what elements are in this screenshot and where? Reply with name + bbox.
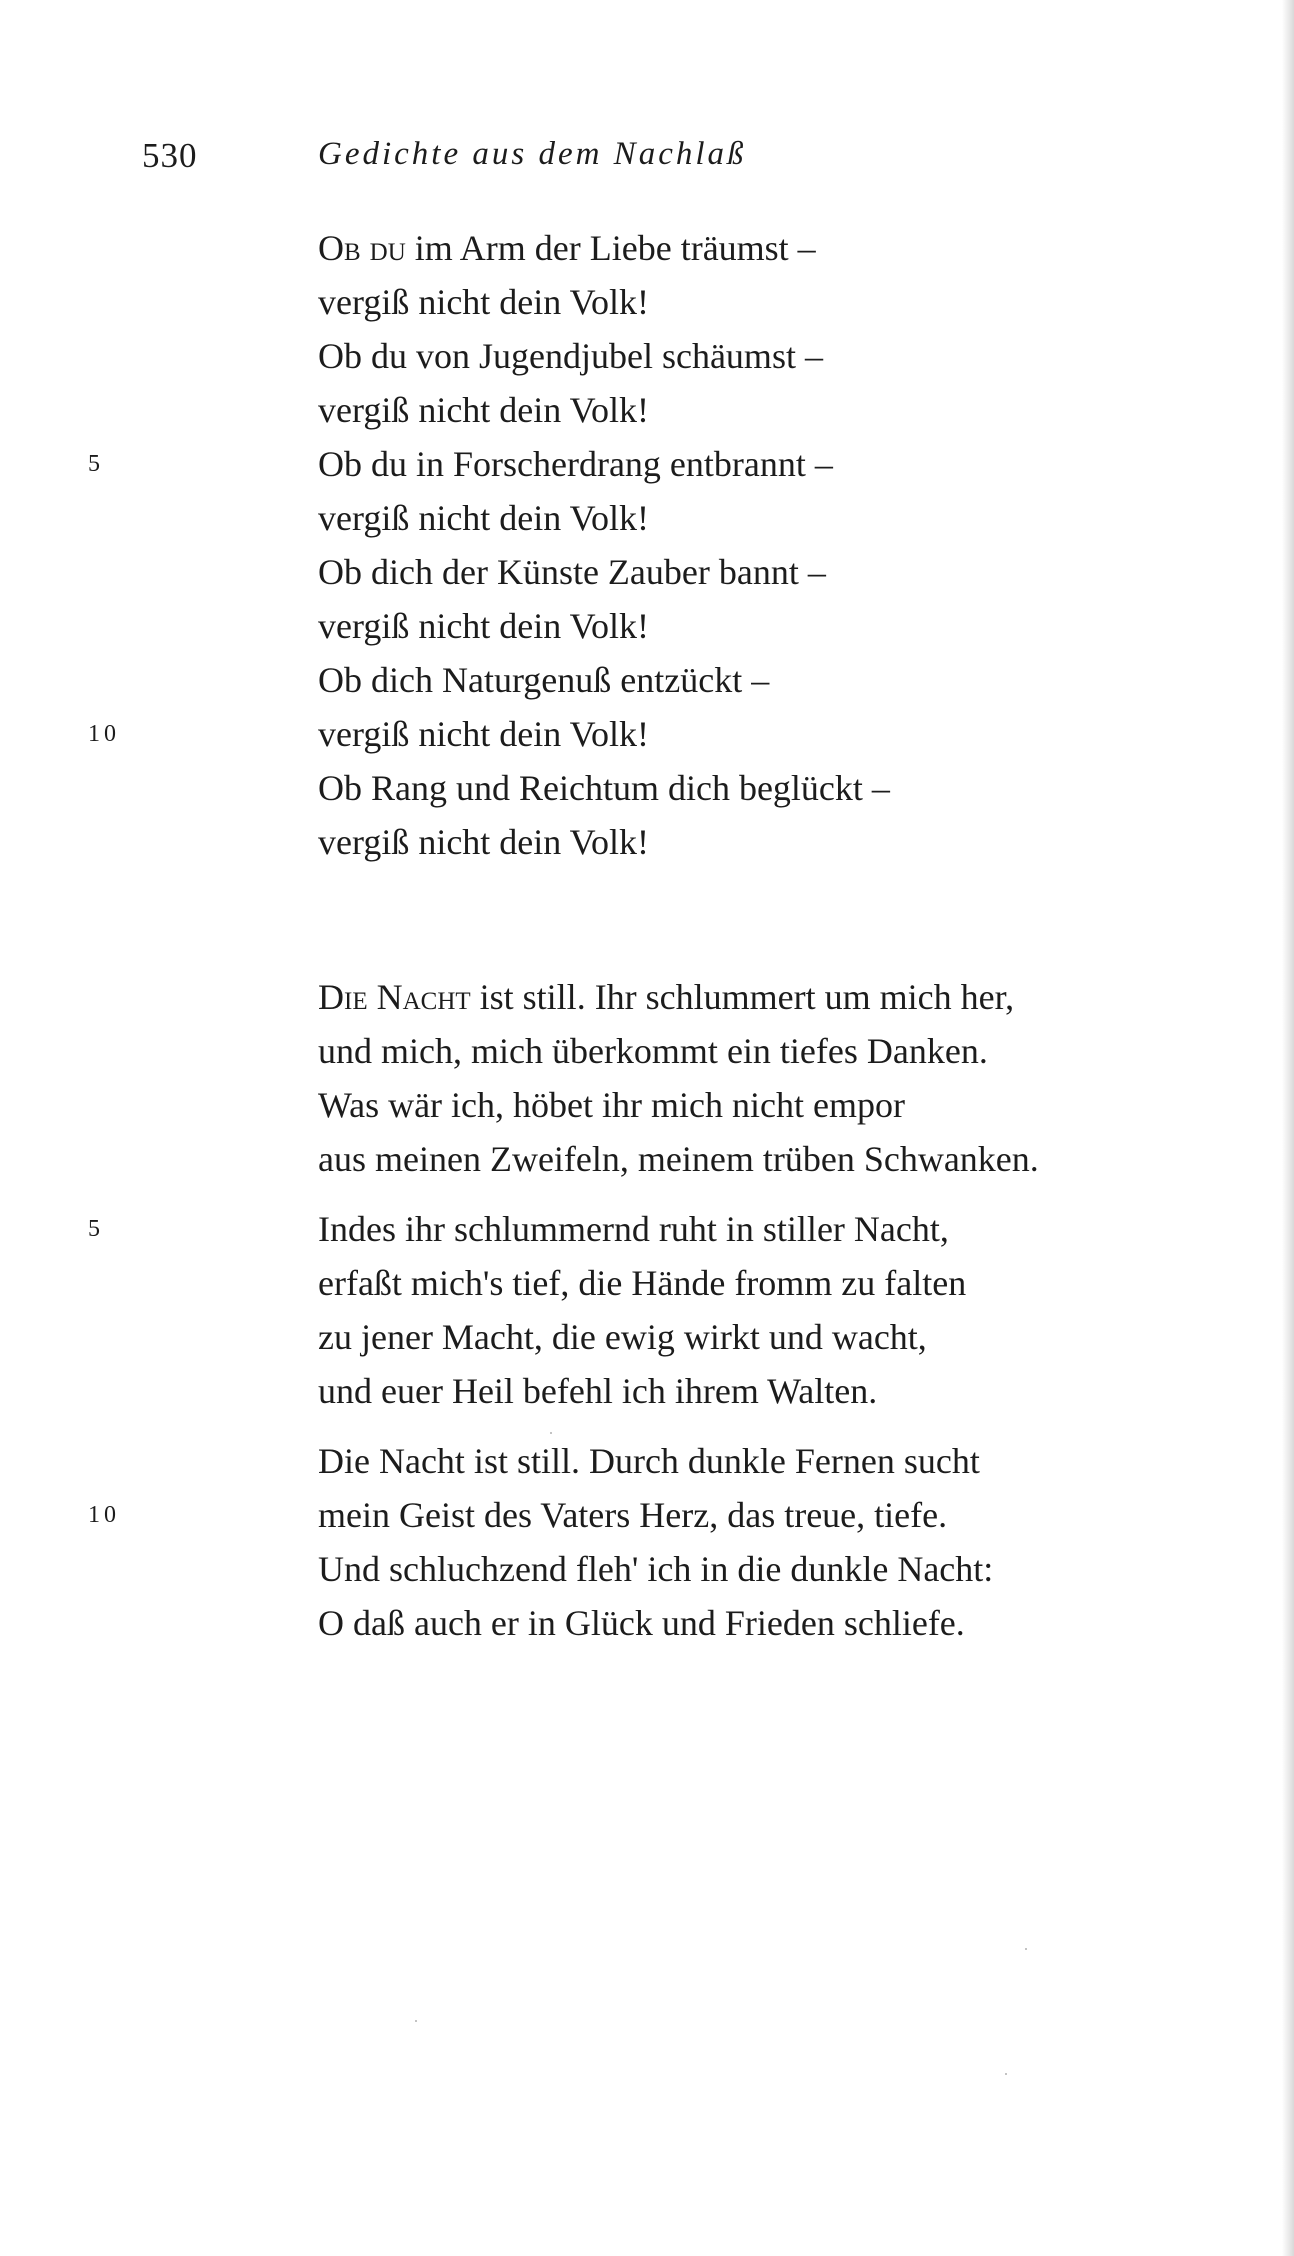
poem-line bbox=[0, 1488, 1294, 1542]
line-text-rest: ist still. Ihr schlummert um mich her, bbox=[470, 977, 1015, 1017]
poem-line bbox=[0, 275, 1294, 329]
paper-speck bbox=[1025, 1948, 1027, 1950]
line-text: Was wär ich, höbet ihr mich nicht empor bbox=[318, 1085, 905, 1125]
line-text: und mich, mich überkommt ein tiefes Danken. bbox=[318, 1031, 988, 1071]
stanza bbox=[0, 970, 1294, 1186]
poem-ob-du bbox=[0, 221, 1294, 869]
line-text: erfaßt mich's tief, die Hände fromm zu falten bbox=[318, 1263, 967, 1303]
poem-line bbox=[0, 761, 1294, 815]
line-text: Ob dich Naturgenuß entzückt – bbox=[318, 660, 770, 700]
line-text: Ob du von Jugendjubel schäumst – bbox=[318, 336, 823, 376]
poem-line bbox=[0, 815, 1294, 869]
poem-line bbox=[0, 653, 1294, 707]
line-text: Die Nacht ist still. Durch dunkle Fernen sucht bbox=[318, 1441, 980, 1481]
line-text: vergiß nicht dein Volk! bbox=[318, 606, 649, 646]
poem-line bbox=[0, 1256, 1294, 1310]
poem-line bbox=[0, 1078, 1294, 1132]
line-text: und euer Heil befehl ich ihrem Walten. bbox=[318, 1371, 878, 1411]
stanza-gap bbox=[0, 1418, 1294, 1434]
first-words-small-caps: Die Nacht bbox=[318, 977, 471, 1017]
line-text: O daß auch er in Glück und Frieden schliefe. bbox=[318, 1603, 965, 1643]
line-number: 5 bbox=[88, 1216, 104, 1242]
poem-line bbox=[0, 1596, 1294, 1650]
poem-line bbox=[0, 1202, 1294, 1256]
line-text: zu jener Macht, die ewig wirkt und wacht, bbox=[318, 1317, 927, 1357]
line-text: aus meinen Zweifeln, meinem trüben Schwanken. bbox=[318, 1139, 1039, 1179]
line-text: vergiß nicht dein Volk! bbox=[318, 282, 649, 322]
paper-speck bbox=[1005, 2073, 1007, 2075]
poem-line bbox=[0, 383, 1294, 437]
line-text-rest: im Arm der Liebe träumst – bbox=[405, 228, 816, 268]
line-text: Ob Rang und Reichtum dich beglückt – bbox=[318, 768, 890, 808]
line-text: mein Geist des Vaters Herz, das treue, tiefe. bbox=[318, 1495, 948, 1535]
line-text: vergiß nicht dein Volk! bbox=[318, 390, 649, 430]
line-number: 10 bbox=[88, 1502, 120, 1528]
stanza bbox=[0, 1434, 1294, 1650]
poem-die-nacht bbox=[0, 970, 1294, 1650]
poem-line bbox=[0, 491, 1294, 545]
poem-line bbox=[0, 1542, 1294, 1596]
line-number: 10 bbox=[88, 721, 120, 747]
poem-line bbox=[0, 329, 1294, 383]
line-text: Ob du in Forscherdrang entbrannt – bbox=[318, 444, 833, 484]
stanza-gap bbox=[0, 1186, 1294, 1202]
paper-speck bbox=[415, 2020, 417, 2022]
poem-line bbox=[0, 707, 1294, 761]
poem-line bbox=[0, 1310, 1294, 1364]
line-text bbox=[318, 970, 1014, 1024]
poem-line bbox=[0, 970, 1294, 1024]
running-title: Gedichte aus dem Nachlaß bbox=[318, 136, 747, 172]
poem-line bbox=[0, 599, 1294, 653]
line-text: Indes ihr schlummernd ruht in stiller Nacht, bbox=[318, 1209, 949, 1249]
line-text bbox=[318, 221, 816, 275]
poem-line bbox=[0, 1132, 1294, 1186]
stanza bbox=[0, 1202, 1294, 1418]
line-text: Ob dich der Künste Zauber bannt – bbox=[318, 552, 826, 592]
poem-line bbox=[0, 1024, 1294, 1078]
poem-line bbox=[0, 221, 1294, 275]
line-number: 5 bbox=[88, 451, 104, 477]
line-text: vergiß nicht dein Volk! bbox=[318, 822, 649, 862]
paper-speck bbox=[550, 1432, 552, 1434]
line-text: vergiß nicht dein Volk! bbox=[318, 714, 649, 754]
line-text: Und schluchzend fleh' ich in die dunkle Nacht: bbox=[318, 1549, 994, 1589]
first-words-small-caps: Ob du bbox=[318, 228, 406, 268]
poem-line bbox=[0, 1434, 1294, 1488]
page-header bbox=[0, 136, 1294, 196]
poem-line bbox=[0, 545, 1294, 599]
poem-line bbox=[0, 1364, 1294, 1418]
poem-line bbox=[0, 437, 1294, 491]
page-number: 530 bbox=[142, 136, 198, 175]
line-text: vergiß nicht dein Volk! bbox=[318, 498, 649, 538]
